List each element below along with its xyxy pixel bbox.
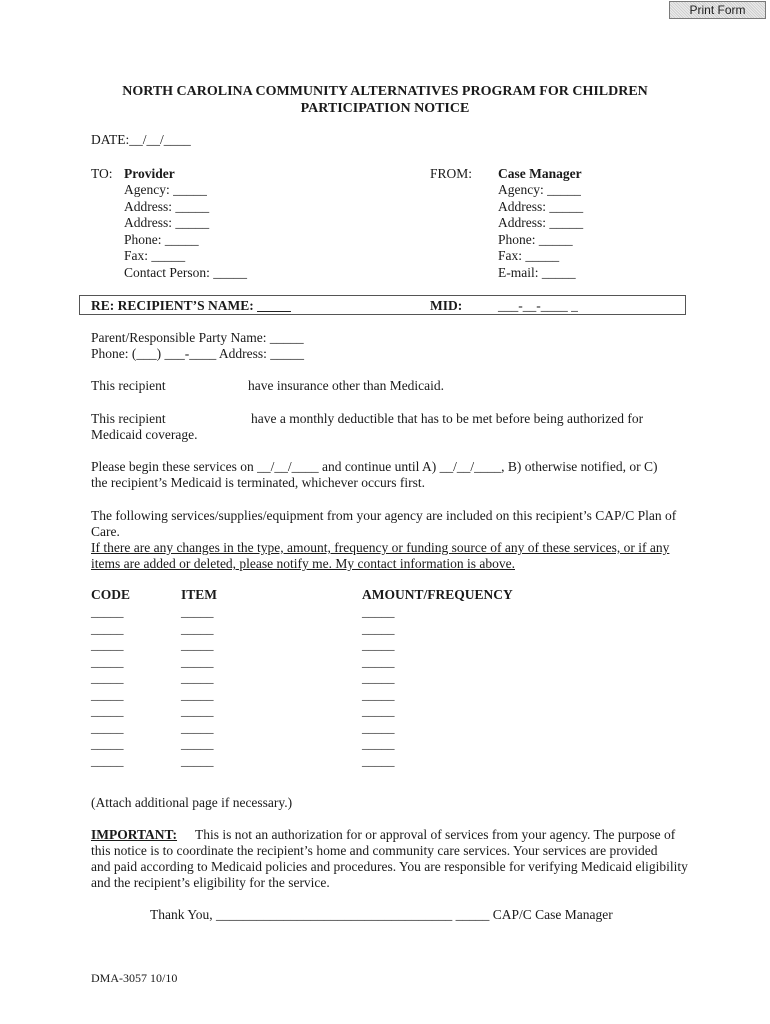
- code-blank[interactable]: _____: [91, 686, 124, 702]
- amount-blank[interactable]: _____: [362, 703, 395, 718]
- services-dates-line2: the recipient’s Medicaid is terminated, whichever occurs first.: [91, 475, 426, 490]
- changes-line1: If there are any changes in the type, amount, frequency or funding source of any of these services, or if any: [91, 540, 670, 555]
- code-blank[interactable]: _____: [91, 752, 124, 768]
- cm-address-field[interactable]: Address: _____: [498, 198, 584, 214]
- code-column: [91, 604, 124, 769]
- item-blank[interactable]: _____: [181, 620, 214, 636]
- code-blank[interactable]: _____: [91, 620, 124, 636]
- important-text-line4: and the recipient’s eligibility for the service.: [91, 875, 330, 890]
- plan-line1: The following services/supplies/equipment from your agency are included on this recipient’s CAP/C Plan of: [91, 508, 677, 523]
- provider-fax-field[interactable]: Fax: _____: [124, 248, 186, 263]
- code-column-header: CODE: [91, 587, 131, 602]
- to-label: TO:: [91, 166, 113, 181]
- provider-address-field[interactable]: Address: _____: [124, 198, 210, 214]
- cm-address2-field[interactable]: Address: _____: [498, 215, 584, 230]
- attach-note: (Attach additional page if necessary.): [91, 795, 293, 810]
- from-label: FROM:: [430, 166, 473, 181]
- code-blank[interactable]: _____: [91, 719, 124, 735]
- code-blank[interactable]: _____: [91, 637, 124, 652]
- item-blank[interactable]: _____: [181, 719, 214, 735]
- amount-blank[interactable]: _____: [362, 653, 395, 669]
- insurance-text: have insurance other than Medicaid.: [248, 378, 445, 393]
- cm-agency-field[interactable]: Agency: _____: [498, 182, 581, 197]
- amount-blank[interactable]: _____: [362, 752, 395, 768]
- code-blank[interactable]: _____: [91, 736, 124, 751]
- amount-blank[interactable]: _____: [362, 719, 395, 735]
- item-blank[interactable]: _____: [181, 670, 214, 685]
- services-dates-line1[interactable]: Please begin these services on __/__/____ and continue until A) __/__/____, B) otherwise notified, or C): [91, 459, 658, 474]
- cm-phone-field[interactable]: Phone: _____: [498, 231, 573, 247]
- item-blank[interactable]: _____: [181, 604, 214, 619]
- deductible-lead: This recipient: [91, 411, 166, 426]
- item-column: [181, 604, 214, 769]
- signature-line[interactable]: Thank You, ___________________________________ _____ CAP/C Case Manager: [150, 907, 613, 922]
- item-blank[interactable]: _____: [181, 653, 214, 669]
- cm-email-field[interactable]: E-mail: _____: [498, 264, 576, 280]
- item-blank[interactable]: _____: [181, 736, 214, 751]
- form-title-line2: PARTICIPATION NOTICE: [300, 101, 470, 116]
- recipient-name-field[interactable]: RE: RECIPIENT’S NAME: _____: [91, 298, 291, 313]
- amount-blank[interactable]: _____: [362, 637, 395, 652]
- amount-blank[interactable]: _____: [362, 620, 395, 636]
- parent-name-field[interactable]: Parent/Responsible Party Name: _____: [91, 330, 304, 345]
- item-blank[interactable]: _____: [181, 703, 214, 718]
- amount-blank[interactable]: _____: [362, 670, 395, 685]
- provider-fields: [124, 182, 247, 281]
- from-case-manager-heading: Case Manager: [498, 166, 582, 181]
- item-blank[interactable]: _____: [181, 686, 214, 702]
- amount-column: [362, 604, 395, 769]
- important-text-line3: and paid according to Medicaid policies and procedures. You are responsible for verifying Medicaid eligibility: [91, 859, 688, 874]
- cm-fax-field[interactable]: Fax: _____: [498, 248, 560, 263]
- print-form-button[interactable]: Print Form: [669, 1, 766, 19]
- provider-contact-field[interactable]: Contact Person: _____: [124, 264, 247, 280]
- code-blank[interactable]: _____: [91, 703, 124, 718]
- mid-field[interactable]: ___-__-____ _: [498, 298, 578, 313]
- code-blank[interactable]: _____: [91, 670, 124, 685]
- insurance-lead: This recipient: [91, 378, 166, 393]
- plan-line2: Care.: [91, 524, 120, 539]
- important-label: IMPORTANT:: [91, 827, 178, 842]
- changes-line2: items are added or deleted, please notify me. My contact information is above.: [91, 556, 515, 571]
- amount-blank[interactable]: _____: [362, 686, 395, 702]
- provider-phone-field[interactable]: Phone: _____: [124, 231, 199, 247]
- to-provider-heading: Provider: [124, 166, 175, 181]
- mid-label: MID:: [430, 298, 463, 313]
- case-manager-fields: [498, 182, 583, 281]
- code-blank[interactable]: _____: [91, 653, 124, 669]
- amount-blank[interactable]: _____: [362, 736, 395, 751]
- code-blank[interactable]: _____: [91, 604, 124, 619]
- item-column-header: ITEM: [181, 587, 218, 602]
- deductible-text: have a monthly deductible that has to be met before being authorized for: [251, 411, 644, 426]
- provider-address2-field[interactable]: Address: _____: [124, 215, 210, 230]
- important-text-line2: this notice is to coordinate the recipient’s home and community care services. Your services are provided: [91, 843, 658, 858]
- deductible-text-line2: Medicaid coverage.: [91, 427, 198, 442]
- amount-frequency-column-header: AMOUNT/FREQUENCY: [362, 587, 513, 602]
- form-title-line1: NORTH CAROLINA COMMUNITY ALTERNATIVES PROGRAM FOR CHILDREN: [122, 84, 648, 99]
- amount-blank[interactable]: _____: [362, 604, 395, 619]
- provider-agency-field[interactable]: Agency: _____: [124, 182, 207, 197]
- parent-phone-address-field[interactable]: Phone: (___) ___-____ Address: _____: [91, 346, 304, 361]
- item-blank[interactable]: _____: [181, 752, 214, 768]
- form-id: DMA-3057 10/10: [91, 971, 178, 985]
- important-text-line1: This is not an authorization for or approval of services from your agency. The purpose of: [195, 827, 676, 842]
- date-field[interactable]: DATE:__/__/____: [91, 132, 191, 147]
- item-blank[interactable]: _____: [181, 637, 214, 652]
